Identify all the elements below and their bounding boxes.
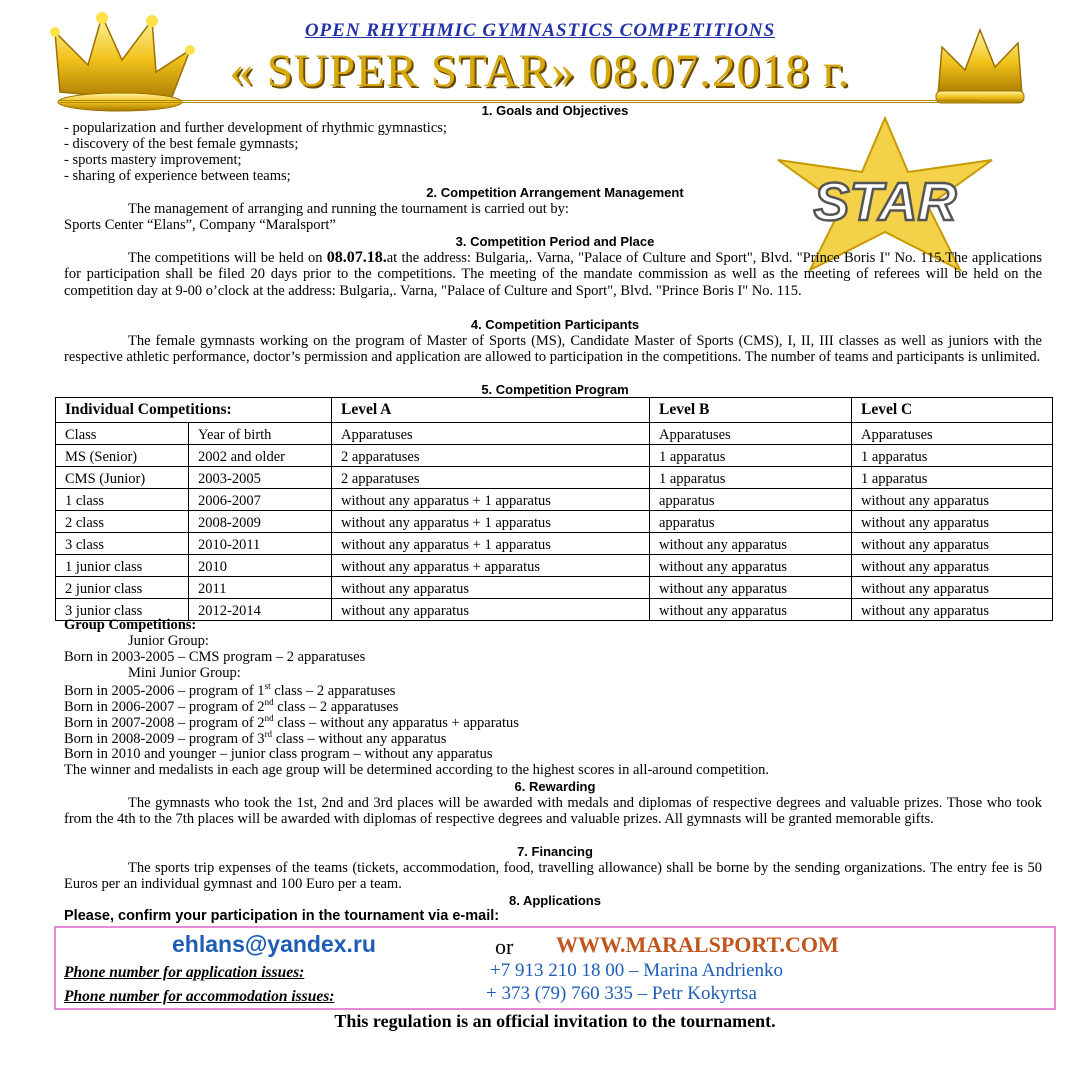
table-cell: without any apparatus xyxy=(650,577,852,599)
table-cell: without any apparatus xyxy=(332,599,650,621)
table-cell: 2 junior class xyxy=(56,577,189,599)
table-cell: without any apparatus + 1 apparatus xyxy=(332,533,650,555)
table-cell: 2008-2009 xyxy=(189,511,332,533)
table-cell: 2010-2011 xyxy=(189,533,332,555)
table-row xyxy=(56,467,1053,489)
table-cell: 3 class xyxy=(56,533,189,555)
section-participants-title: 4. Competition Participants xyxy=(470,317,640,332)
period-date: 08.07.18. xyxy=(326,249,387,266)
section-applications-title: 8. Applications xyxy=(509,893,601,908)
table-header-cell: Level C xyxy=(852,398,1053,423)
table-cell: Year of birth xyxy=(189,423,332,445)
table-cell: 2 class xyxy=(56,511,189,533)
table-cell: 2 apparatuses xyxy=(332,445,650,467)
period-lead: The competitions will be held on xyxy=(128,250,327,266)
table-cell: apparatus xyxy=(650,511,852,533)
table-cell: 3 junior class xyxy=(56,599,189,621)
table-cell: 2006-2007 xyxy=(189,489,332,511)
goal-item: - popularization and further development of rhythmic gymnastics; xyxy=(64,120,447,136)
participants-text: The female gymnasts working on the program of Master of Sports (MS), Candidate Master of Sports (CMS), I, II, III classes as well as juniors with the respective athletic performance, doctor’s permission and application are allowed to participation in the competitions. The number of teams and participants is unlimited. xyxy=(64,333,1042,366)
table-header-cell: Level A xyxy=(332,398,650,423)
table-cell: CMS (Junior) xyxy=(56,467,189,489)
table-cell: without any apparatus + 1 apparatus xyxy=(332,511,650,533)
table-row xyxy=(56,533,1053,555)
table-body xyxy=(56,445,1053,621)
table-cell: 2010 xyxy=(189,555,332,577)
mini-line-part: Born in 2006-2007 – program of 2 xyxy=(64,698,265,715)
phone2-value[interactable]: + 373 (79) 760 335 – Petr Kokyrtsa xyxy=(486,983,757,1004)
table-cell: 2003-2005 xyxy=(189,467,332,489)
group-last-line: Born in 2010 and younger – junior class program – without any apparatus xyxy=(64,746,493,762)
winner-line: The winner and medalists in each age group will be determined according to the highest scores in all-around competition. xyxy=(64,762,770,778)
table-cell: 1 class xyxy=(56,489,189,511)
table-cell: without any apparatus xyxy=(852,599,1053,621)
junior-group-line: Born in 2003-2005 – CMS program – 2 apparatuses xyxy=(64,649,366,665)
table-cell: without any apparatus xyxy=(852,577,1053,599)
table-row xyxy=(56,445,1053,467)
table-row xyxy=(56,577,1053,599)
management-text: The management of arranging and running the tournament is carried out by: xyxy=(128,201,569,217)
table-cell: MS (Senior) xyxy=(56,445,189,467)
period-body: at the address: Bulgaria,. Varna, "Palace of Culture and Sport", Blvd. "Prince Boris I" No. 115.The applications for participation shall be filed 20 days prior to the competitions. The meeting of the mandate commission as well as the meeting of referees will be held on the competition day at 9-00 o’clock at the address: Bulgaria,. Varna, "Palace of Culture and Sport", Blvd. "Prince Boris I" No. 115. xyxy=(64,250,1042,299)
rewarding-text: The gymnasts who took the 1st, 2nd and 3rd places will be awarded with medals and diplomas of respective degrees and valuable prizes. Those who took from the 4th to the 7th places will be awarded with diplomas of respective degrees and valuable prizes. All gymnasts will be granted memorable gifts. xyxy=(64,795,1042,828)
phone1-value[interactable]: +7 913 210 18 00 – Marina Andrienko xyxy=(490,960,784,981)
mini-line-part: st xyxy=(264,681,271,691)
junior-group-label: Junior Group: xyxy=(128,633,209,649)
table-header-cell: Level B xyxy=(650,398,852,423)
event-subtitle: OPEN RHYTHMIC GYMNASTICS COMPETITIONS xyxy=(304,20,776,41)
event-title: « SUPER STAR» 08.07.2018 г. xyxy=(229,45,851,97)
confirm-text: Please, confirm your participation in the tournament via e-mail: xyxy=(64,908,500,924)
table-cell: without any apparatus + 1 apparatus xyxy=(332,489,650,511)
goal-item: - sports mastery improvement; xyxy=(64,152,242,168)
table-row xyxy=(56,511,1053,533)
phone1-label: Phone number for application issues: xyxy=(64,964,305,981)
mini-line-part: rd xyxy=(264,729,273,739)
table-row xyxy=(56,489,1053,511)
or-text: or xyxy=(495,934,514,959)
table-cell: 1 apparatus xyxy=(650,467,852,489)
table-cell: without any apparatus xyxy=(852,489,1053,511)
table-subheader-row xyxy=(56,423,1053,445)
table-cell: 2002 and older xyxy=(189,445,332,467)
mini-line-part: Born in 2007-2008 – program of 2 xyxy=(64,714,265,731)
goal-item: - sharing of experience between teams; xyxy=(64,168,291,184)
mini-line-part: Born in 2005-2006 – program of 1 xyxy=(64,682,265,699)
mini-line-part: nd xyxy=(264,713,274,723)
section-program-title: 5. Competition Program xyxy=(481,382,629,397)
table-header-row xyxy=(56,398,1053,423)
table-cell: Apparatuses xyxy=(852,423,1053,445)
table-cell: 1 apparatus xyxy=(852,445,1053,467)
table-cell: 1 apparatus xyxy=(650,445,852,467)
section-financing-title: 7. Financing xyxy=(517,844,593,859)
table-cell: Apparatuses xyxy=(650,423,852,445)
table-row xyxy=(56,599,1053,621)
table-cell: without any apparatus xyxy=(650,555,852,577)
table-cell: Apparatuses xyxy=(332,423,650,445)
section-period-title: 3. Competition Period and Place xyxy=(455,234,655,249)
section-management-title: 2. Competition Arrangement Management xyxy=(426,185,684,200)
table-cell: without any apparatus xyxy=(650,533,852,555)
mini-group-line xyxy=(64,729,446,748)
group-title: Group Competitions: xyxy=(64,617,197,633)
phone2-label: Phone number for accommodation issues: xyxy=(64,988,335,1005)
table-cell: without any apparatus + apparatus xyxy=(332,555,650,577)
program-table xyxy=(55,397,1053,621)
table-cell: without any apparatus xyxy=(852,533,1053,555)
section-rewarding-title: 6. Rewarding xyxy=(514,779,596,794)
table-cell: 1 apparatus xyxy=(852,467,1053,489)
mini-group-label: Mini Junior Group: xyxy=(128,665,241,681)
footer-note: This regulation is an official invitation to the tournament. xyxy=(334,1011,776,1031)
mini-line-part: class – without any apparatus + apparatus xyxy=(273,714,519,731)
table-cell: without any apparatus xyxy=(852,511,1053,533)
website-link[interactable]: WWW.MARALSPORT.COM xyxy=(556,932,839,957)
mini-line-part: class – 2 apparatuses xyxy=(273,698,399,715)
table-header-cell: Individual Competitions: xyxy=(56,398,332,423)
table-cell: 2012-2014 xyxy=(189,599,332,621)
table-cell: without any apparatus xyxy=(852,555,1053,577)
mini-line-part: Born in 2008-2009 – program of 3 xyxy=(64,730,265,747)
financing-text: The sports trip expenses of the teams (tickets, accommodation, food, travelling allowance) shall be borne by the sending organizations. The entry fee is 50 Euros per an individual gymnast and 100 Euro per a team. xyxy=(64,860,1042,893)
period-text xyxy=(64,250,1042,299)
star-logo-text: STAR xyxy=(813,172,957,232)
table-cell: Class xyxy=(56,423,189,445)
table-cell: 2011 xyxy=(189,577,332,599)
mini-line-part: class – without any apparatus xyxy=(272,730,447,747)
table-cell: 1 junior class xyxy=(56,555,189,577)
table-row xyxy=(56,555,1053,577)
table-cell: 2 apparatuses xyxy=(332,467,650,489)
table-cell: without any apparatus xyxy=(650,599,852,621)
section-goals-title: 1. Goals and Objectives xyxy=(481,103,629,118)
goal-item: - discovery of the best female gymnasts; xyxy=(64,136,299,152)
table-cell: without any apparatus xyxy=(332,577,650,599)
management-org: Sports Center “Elans”, Company “Maralsport” xyxy=(64,217,336,233)
mini-line-part: class – 2 apparatuses xyxy=(270,682,396,699)
mini-line-part: nd xyxy=(264,697,274,707)
email-link[interactable]: ehlans@yandex.ru xyxy=(172,931,376,957)
table-cell: apparatus xyxy=(650,489,852,511)
